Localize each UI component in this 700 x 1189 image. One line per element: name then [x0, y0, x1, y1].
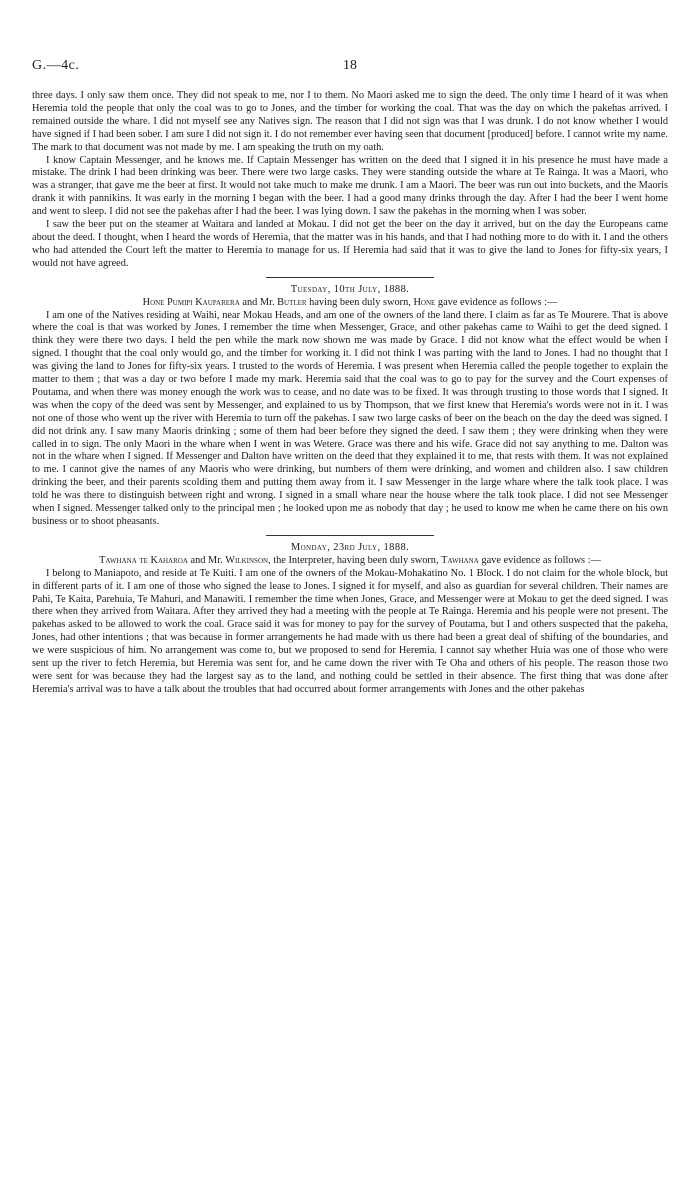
document-reference: G.—4c. [32, 58, 80, 73]
sworn-text: having been duly sworn, [306, 296, 414, 308]
page-number: 18 [343, 58, 357, 73]
paragraph: three days. I only saw them once. They did not speak to me, nor I to them. No Maori asked me to sign the deed. The only time I heard of it was when Heremia told the people that only the coal was to go to Jones, and the timber for working the coal. That was the day on which the pakehas arrived. I remained outside the whare. I did not myself see any Natives sign. The reason that I did not sign was that I was drunk. I do not know whether I would have signed if I had been sober. I am sure I did not sign it. I do not remember ever having seen that document [produced] before. I cannot write my name. The mark to that document was not made by me. I am speaking the truth on my oath. [32, 90, 668, 153]
witness-name: Hone Pumipi Kauparera [142, 296, 240, 308]
witness-short-name: Hone [413, 296, 436, 308]
interpreter-name: Wilkinson [225, 554, 269, 566]
paragraph: I am one of the Natives residing at Waihi, near Mokau Heads, and am one of the owners of the land there. I claim as far as Te Mourere. That is above where the coal is that was worked by Jones. I remember the time when Messenger, Grace, and other pakehas came to Waihi to get the deed signed. I think they were there two days. I held the pen while the mark now shown me was made by Grace. I did not know what the effect would be when I signed. I thought that the coal only would go, and the timber for working it. I did not think I was parting with the land to Jones. I had no thought that I was giving the land to Jones for fifty-six years. I trusted to the words of Heremia. I was present when Heremia called the people together to explain the matter to them ; that was a day or two before I made my mark. Heremia said that the coal was to go to pay for the survey and the Court expenses of Poutama, and when there was money enough the work was to cease, and no date was to be fixed. It was through trusting to those words that I signed. It was when the copy of the deed was sent by Messenger, and explained to us by Thompson, that we first knew that Heremia's words were not in it. I was not one of those who went up the river with Heremia to turn off the pakehas. I saw two large casks of beer on the beach on the day the deed was signed. I did not drink any. I saw many Maoris drinking ; some of them had beer before they signed the deed. I saw them ; they were drinking when they were called in to sign. The only Maori in the whare when I went in was Wetere. Grace was there and his wife. Grace did not say anything to me. Dalton was not in the whare when I signed. If Messenger and Dalton have written on the deed that they explained it to me, that rests with them. It was not explained to me. I cannot give the names of any Maoris who were drinking, but numbers of them were drinking, and women and children also. I saw children drinking the beer, and their parents scolding them and putting them away from it. I saw Messenger in the large whare where the talk took place. I was told he was there to distinguish between right and wrong. I signed in a small whare near the house where the talk took place. I did not see Messenger when I signed. Messenger talked only to the principal men ; he looked upon me as nobody that day ; he used to know me when he came there on his own business or to shoot pheasants. [32, 309, 668, 527]
sworn-text: gave evidence as follows :— [435, 296, 558, 308]
witness-short-name: Tawhana [441, 554, 479, 566]
sworn-text: gave evidence as follows :— [478, 554, 601, 566]
session-date: Tuesday, 10th July, 1888. [290, 283, 410, 295]
interpreter-name: Butler [277, 296, 307, 308]
section-divider [266, 535, 434, 536]
sworn-statement [32, 297, 668, 310]
section-divider [266, 277, 434, 278]
paragraph: I saw the beer put on the steamer at Waitara and landed at Mokau. I did not get the beer on the day it arrived, but on the day the Europeans came about the deed. I thought, when I heard the words of Heremia, that the matter was in his hands, and that I had nothing more to do with it. I and the others who had attended the Court left the matter to Heremia to manage for us. If Heremia had said that it was to give the land to Jones for fifty-six years, I would not have agreed. [32, 219, 668, 269]
sworn-text: , the Interpreter, having been duly sworn, [268, 554, 442, 566]
page-header [32, 58, 668, 78]
sworn-text: and Mr. [187, 554, 226, 566]
session-date: Monday, 23rd July, 1888. [290, 541, 410, 553]
sworn-text: and Mr. [239, 296, 278, 308]
witness-name: Tawhana te Kaharoa [99, 554, 188, 566]
paragraph: I know Captain Messenger, and he knows me. If Captain Messenger has written on the deed that I signed it in his presence he must have made a mistake. The drink I had been drinking was beer. There were two large casks. They were standing outside the whare at Te Rainga. It was a Maori, who was a stranger, that gave me the beer at first. It would not take much to make me drunk. I am a Maori. The beer was run out into buckets, and the Maoris drank it with pannikins. It was early in the morning I began with the beer. I had a good many drinks through the day. After I had the beer I went home and went to sleep. I did not see the pakehas after I had the beer. I was lying down. I saw the pakehas in the morning when I was sober. [32, 154, 668, 218]
paragraph: I belong to Maniapoto, and reside at Te Kuiti. I am one of the owners of the Mokau-Mohakatino No. 1 Block. I do not claim for the whole block, but in different parts of it. I am one of those who signed the lease to Jones. I signed it for myself, and also as guardian for several children. Their names are Pahi, Te Kaita, Parehuia, Te Mahuri, and Manawiti. I remember the time when Jones, Grace, and Messenger were at Mokau to get the deed signed. I was there when they arrived from Waitara. After they arrived they had a meeting with the people at Te Rainga. Heremia and his people were not present. The pakehas asked to be allowed to work the coal. Grace said it was for money to pay for the survey of Poutama, but I and others suspected that the pakeha, Jones, had other intentions ; that was because in former arrangements he had made with us there had been a great deal of shifting of the boundaries, and we were suspicious of him. No arrangement was come to, but we proposed to send for Heremia. I cannot say whether Huia was one of those who were sent up the river to fetch Heremia, but Heremia was sent for, and he came down the river with Te Oha and others of his people. The reason those two were sent for was because they had the largest say as to the land, and nothing could be settled in their absence. The first thing that was done after Heremia's arrival was to have a talk about the troubles that had occurred about former arrangements with Jones and the other pakehas [32, 567, 668, 695]
sworn-statement [32, 555, 668, 568]
document-body [32, 90, 668, 697]
